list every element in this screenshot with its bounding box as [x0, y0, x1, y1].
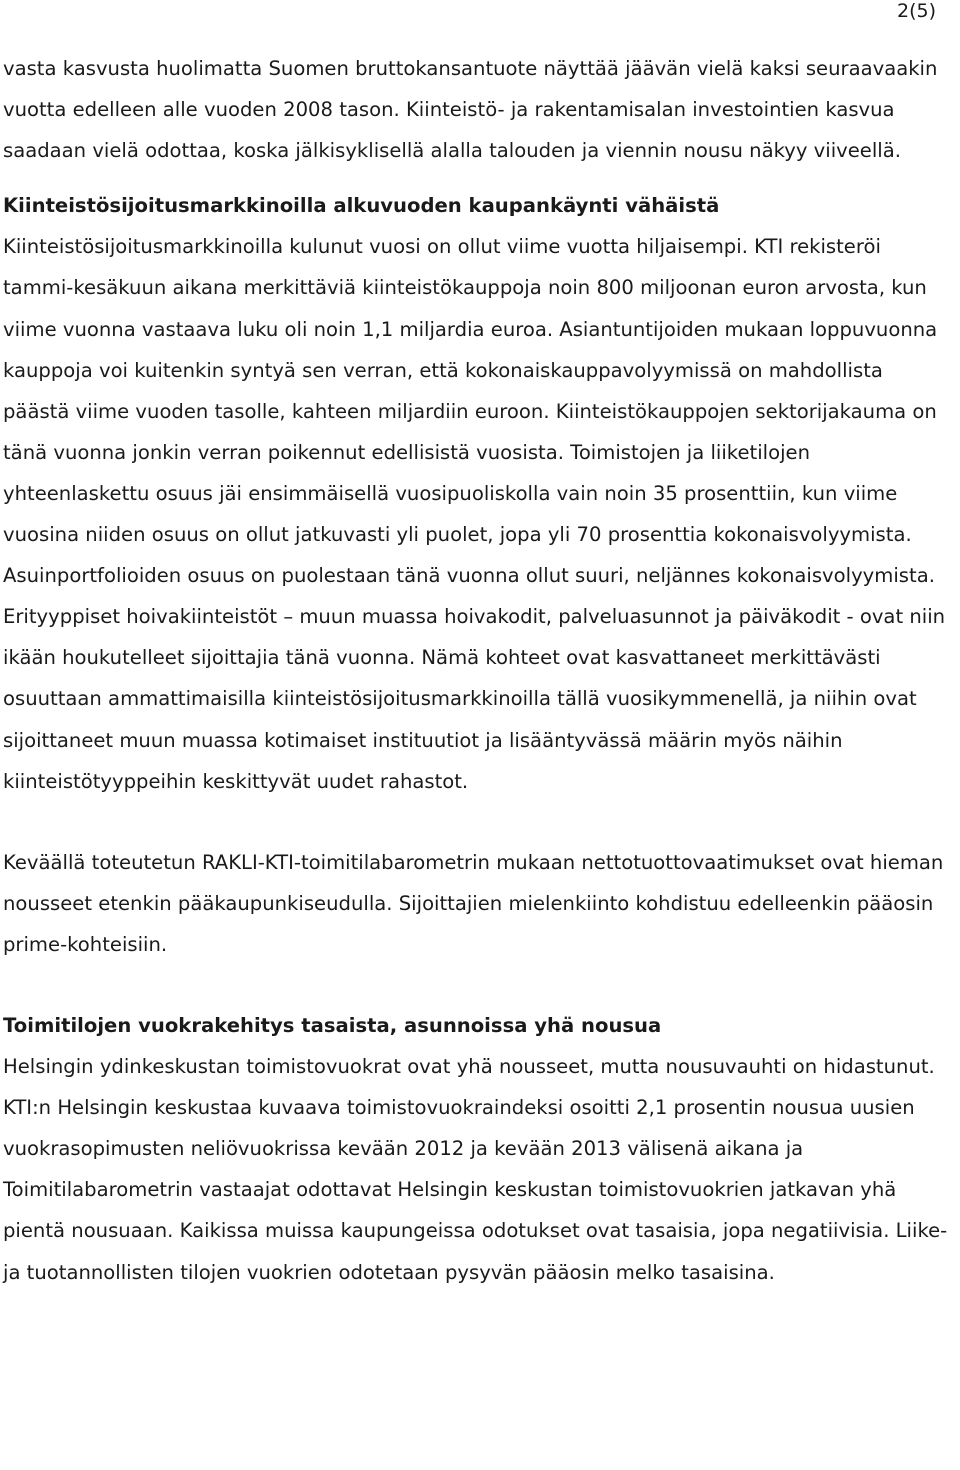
section-heading-market: Kiinteistösijoitusmarkkinoilla alkuvuoden kaupankäynti vähäistä [3, 194, 720, 218]
page-number: 2(5) [896, 0, 936, 22]
document-body [3, 48, 955, 1293]
market-paragraph: Kiinteistösijoitusmarkkinoilla kulunut vuosi on ollut viime vuotta hiljaisempi. KTI rekisteröi tammi-kesäkuun aikana merkittäviä kiinteistökauppoja noin 800 miljoonan euron arvosta, kun viime vuonna vastaava luku oli noin 1,1 miljardia euroa. Asiantuntijoiden mukaan loppuvuonna kauppoja voi kuitenkin syntyä sen verran, että kokonaiskauppavolyymissä on mahdollista päästä viime vuoden tasolle, kahteen miljardiin euroon. Kiinteistökauppojen sektorijakauma on tänä vuonna jonkin verran poikennut edellisistä vuosista. Toimistojen ja liiketilojen yhteenlaskettu osuus jäi ensimmäisellä vuosipuoliskolla vain noin 35 prosenttiin, kun viime vuosina niiden osuus on ollut jatkuvasti yli puolet, jopa yli 70 prosenttia kokonaisvolyymista. Asuinportfolioiden osuus on puolestaan tänä vuonna ollut suuri, neljännes kokonaisvolyymista. Erityyppiset hoivakiinteistöt – muun muassa hoivakodit, palveluasunnot ja päiväkodit - ovat niin ikään houkutelleet sijoittajia tänä vuonna. Nämä kohteet ovat kasvattaneet merkittävästi osuuttaan ammattimaisilla kiinteistösijoitusmarkkinoilla tällä vuosikymmenellä, ja niihin ovat sijoittaneet muun muassa kotimaiset instituutiot ja lisääntyvässä määrin myös näihin kiinteistötyyppeihin keskittyvät uudet rahastot. [3, 235, 946, 793]
spacer [3, 802, 955, 842]
spacer [3, 965, 955, 1005]
barometer-paragraph: Keväällä toteutetun RAKLI-KTI-toimitilabarometrin mukaan nettotuottovaatimukset ovat hieman nousseet etenkin pääkaupunkiseudulla. Sijoittajien mielenkiinto kohdistuu edelleenkin pääosin prime-kohteisiin. [3, 850, 944, 956]
section-heading-rent: Toimitilojen vuokrakehitys tasaista, asunnoissa yhä nousua [3, 1013, 662, 1037]
spacer [3, 171, 955, 185]
rent-paragraph: Helsingin ydinkeskustan toimistovuokrat ovat yhä nousseet, mutta nousuvauhti on hidastunut. KTI:n Helsingin keskustaa kuvaava toimistovuokraindeksi osoitti 2,1 prosentin nousua uusien vuokrasopimusten neliövuokrissa kevään 2012 ja kevään 2013 välisenä aikana ja Toimitilabarometrin vastaajat odottavat Helsingin keskustan toimistovuokrien jatkavan yhä pientä nousuaan. Kaikissa muissa kaupungeissa odotukset ovat tasaisia, jopa negatiivisia. Liike- ja tuotannollisten tilojen vuokrien odotetaan pysyvän pääosin melko tasaisina. [3, 1055, 948, 1284]
intro-paragraph: vasta kasvusta huolimatta Suomen bruttokansantuote näyttää jäävän vielä kaksi seuraavaakin vuotta edelleen alle vuoden 2008 tason. Kiinteistö- ja rakentamisalan investointien kasvua saadaan vielä odottaa, koska jälkisyklisellä alalla talouden ja viennin nousu näkyy viiveellä. [3, 57, 938, 163]
